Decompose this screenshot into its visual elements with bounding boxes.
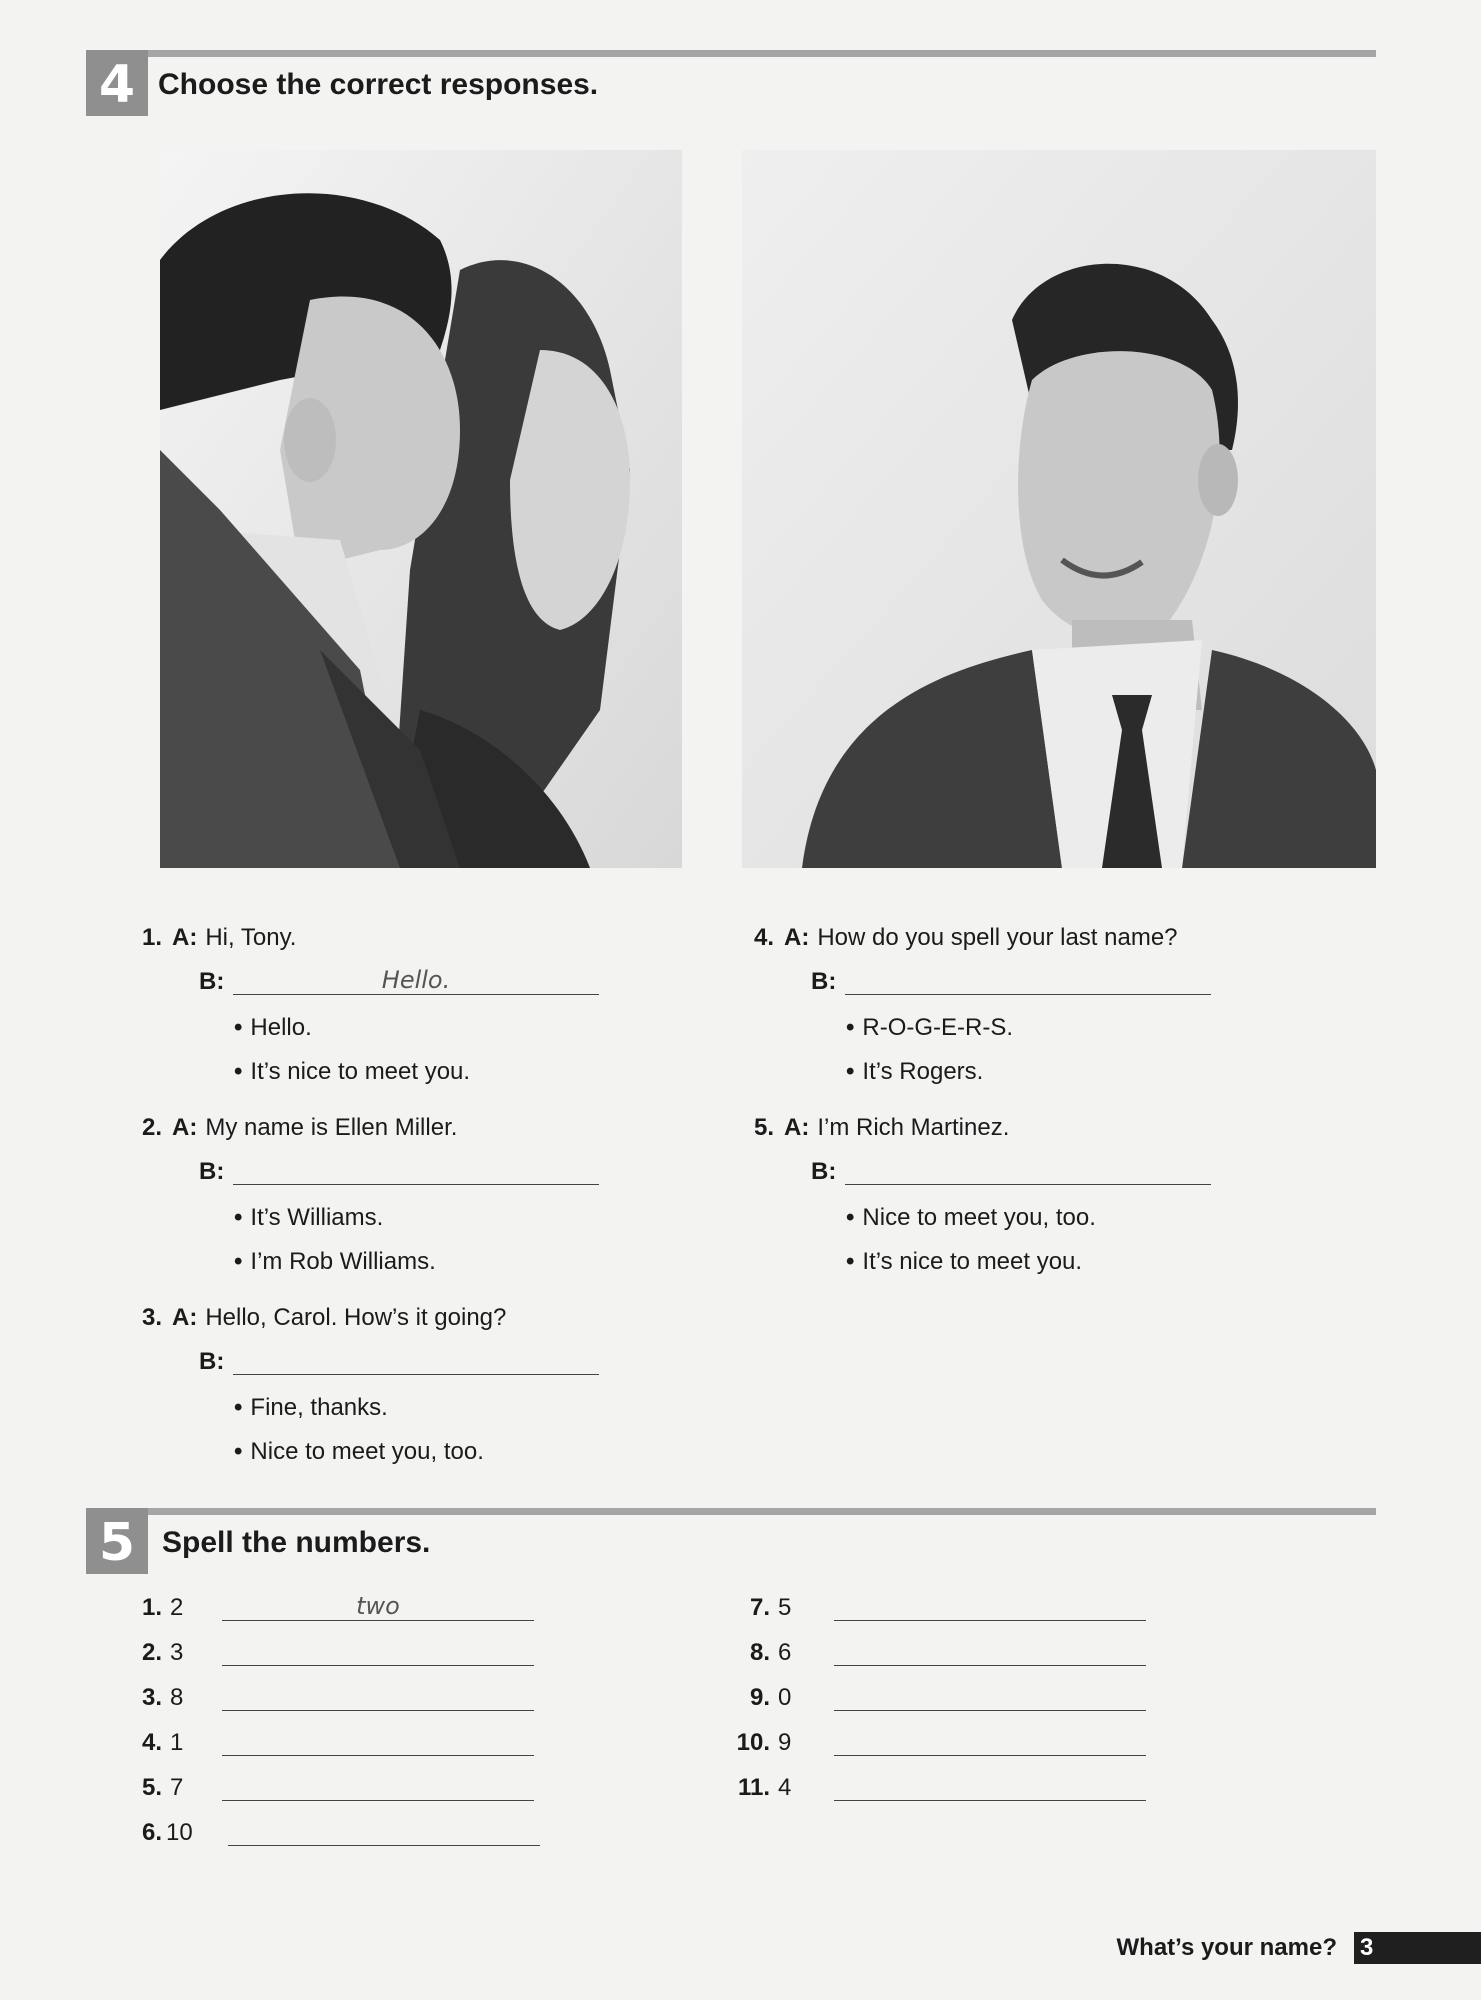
speaker-a: A: bbox=[172, 1114, 198, 1141]
digit: 3 bbox=[170, 1639, 184, 1666]
page-footer bbox=[1106, 1928, 1481, 1968]
item-number: 5. bbox=[141, 1774, 162, 1801]
photo-man bbox=[742, 150, 1376, 868]
speaker-b: B: bbox=[811, 968, 837, 995]
answer-blank[interactable] bbox=[834, 1665, 1146, 1666]
speaker-a: A: bbox=[784, 1114, 810, 1141]
section-rule bbox=[86, 50, 1376, 57]
spell-item-8 bbox=[726, 1639, 791, 1667]
answer-blank[interactable] bbox=[845, 994, 1211, 995]
item-number: 3. bbox=[141, 1684, 162, 1711]
answer-blank[interactable] bbox=[845, 1184, 1211, 1185]
option: • Nice to meet you, too. bbox=[846, 1204, 1096, 1232]
spell-item-9 bbox=[726, 1684, 791, 1712]
option: • Hello. bbox=[234, 1014, 312, 1042]
item-number: 1. bbox=[141, 1594, 162, 1621]
section-title: Spell the numbers. bbox=[162, 1526, 431, 1559]
item-number: 2. bbox=[141, 1639, 162, 1666]
answer-blank[interactable] bbox=[834, 1620, 1146, 1621]
question-number: 4. bbox=[753, 924, 774, 951]
answer-blank[interactable] bbox=[834, 1755, 1146, 1756]
speaker-a: A: bbox=[172, 1304, 198, 1331]
answer-line-2 bbox=[199, 1158, 639, 1190]
spell-item-6 bbox=[118, 1819, 193, 1847]
answer-blank[interactable] bbox=[222, 1620, 534, 1621]
item-number: 4. bbox=[141, 1729, 162, 1756]
question-3 bbox=[126, 1304, 506, 1332]
answer-blank[interactable] bbox=[222, 1755, 534, 1756]
question-1 bbox=[126, 924, 296, 952]
section-4-header bbox=[86, 50, 1376, 116]
section-number: 4 bbox=[86, 50, 148, 116]
answer-blank[interactable] bbox=[228, 1845, 540, 1846]
question-text: Hello, Carol. How’s it going? bbox=[205, 1304, 507, 1331]
speaker-a: A: bbox=[172, 924, 198, 951]
spell-item-2 bbox=[118, 1639, 183, 1667]
digit: 9 bbox=[778, 1729, 792, 1756]
option: • I’m Rob Williams. bbox=[234, 1248, 436, 1276]
item-number: 11. bbox=[737, 1774, 770, 1801]
section-number: 5 bbox=[86, 1508, 148, 1574]
answer-line-3 bbox=[199, 1348, 639, 1380]
spell-item-1 bbox=[118, 1592, 400, 1622]
digit: 1 bbox=[170, 1729, 184, 1756]
spell-item-3 bbox=[118, 1684, 183, 1712]
answer-blank[interactable] bbox=[222, 1800, 534, 1801]
question-text: I’m Rich Martinez. bbox=[817, 1114, 1010, 1141]
option: • Fine, thanks. bbox=[234, 1394, 388, 1422]
unit-title: What’s your name? bbox=[1116, 1934, 1337, 1961]
answer-blank[interactable] bbox=[233, 1184, 599, 1185]
speaker-b: B: bbox=[199, 968, 225, 995]
speaker-a: A: bbox=[784, 924, 810, 951]
question-text: Hi, Tony. bbox=[205, 924, 297, 951]
answer-text: Hello. bbox=[381, 966, 451, 994]
option: • It’s nice to meet you. bbox=[846, 1248, 1082, 1276]
answer-line-1 bbox=[199, 968, 639, 1000]
page-number: 3 bbox=[1360, 1934, 1374, 1961]
section-title: Choose the correct responses. bbox=[158, 68, 599, 101]
item-number: 9. bbox=[749, 1684, 770, 1711]
question-text: How do you spell your last name? bbox=[817, 924, 1178, 951]
option: • It’s Rogers. bbox=[846, 1058, 983, 1086]
spell-item-5 bbox=[118, 1774, 183, 1802]
spell-item-7 bbox=[726, 1594, 791, 1622]
spell-item-10 bbox=[726, 1729, 791, 1757]
question-number: 1. bbox=[141, 924, 162, 951]
answer-blank[interactable] bbox=[233, 994, 599, 995]
answer-blank[interactable] bbox=[834, 1800, 1146, 1801]
spell-item-4 bbox=[118, 1729, 183, 1757]
answer-text: two bbox=[356, 1592, 400, 1620]
answer-blank[interactable] bbox=[834, 1710, 1146, 1711]
digit: 10 bbox=[166, 1819, 193, 1846]
answer-line-5 bbox=[811, 1158, 1251, 1190]
digit: 6 bbox=[778, 1639, 792, 1666]
question-5 bbox=[738, 1114, 1009, 1142]
item-number: 8. bbox=[749, 1639, 770, 1666]
section-5-header bbox=[86, 1508, 1376, 1574]
answer-blank[interactable] bbox=[222, 1710, 534, 1711]
digit: 4 bbox=[778, 1774, 792, 1801]
digit: 7 bbox=[170, 1774, 184, 1801]
speaker-b: B: bbox=[811, 1158, 837, 1185]
speaker-b: B: bbox=[199, 1348, 225, 1375]
answer-line-4 bbox=[811, 968, 1251, 1000]
option: • Nice to meet you, too. bbox=[234, 1438, 484, 1466]
item-number: 10. bbox=[736, 1729, 770, 1756]
photo-couple bbox=[160, 150, 682, 868]
option: • R-O-G-E-R-S. bbox=[846, 1014, 1013, 1042]
item-number: 7. bbox=[749, 1594, 770, 1621]
item-number: 6. bbox=[141, 1819, 162, 1846]
question-number: 2. bbox=[141, 1114, 162, 1141]
digit: 2 bbox=[170, 1594, 184, 1621]
question-4 bbox=[738, 924, 1178, 952]
digit: 8 bbox=[170, 1684, 184, 1711]
option: • It’s Williams. bbox=[234, 1204, 383, 1232]
question-text: My name is Ellen Miller. bbox=[205, 1114, 458, 1141]
digit: 5 bbox=[778, 1594, 792, 1621]
section-rule bbox=[86, 1508, 1376, 1515]
option: • It’s nice to meet you. bbox=[234, 1058, 470, 1086]
spell-item-11 bbox=[726, 1774, 791, 1802]
question-2 bbox=[126, 1114, 457, 1142]
answer-blank[interactable] bbox=[222, 1665, 534, 1666]
digit: 0 bbox=[778, 1684, 792, 1711]
speaker-b: B: bbox=[199, 1158, 225, 1185]
question-number: 3. bbox=[141, 1304, 162, 1331]
answer-blank[interactable] bbox=[233, 1374, 599, 1375]
question-number: 5. bbox=[753, 1114, 774, 1141]
